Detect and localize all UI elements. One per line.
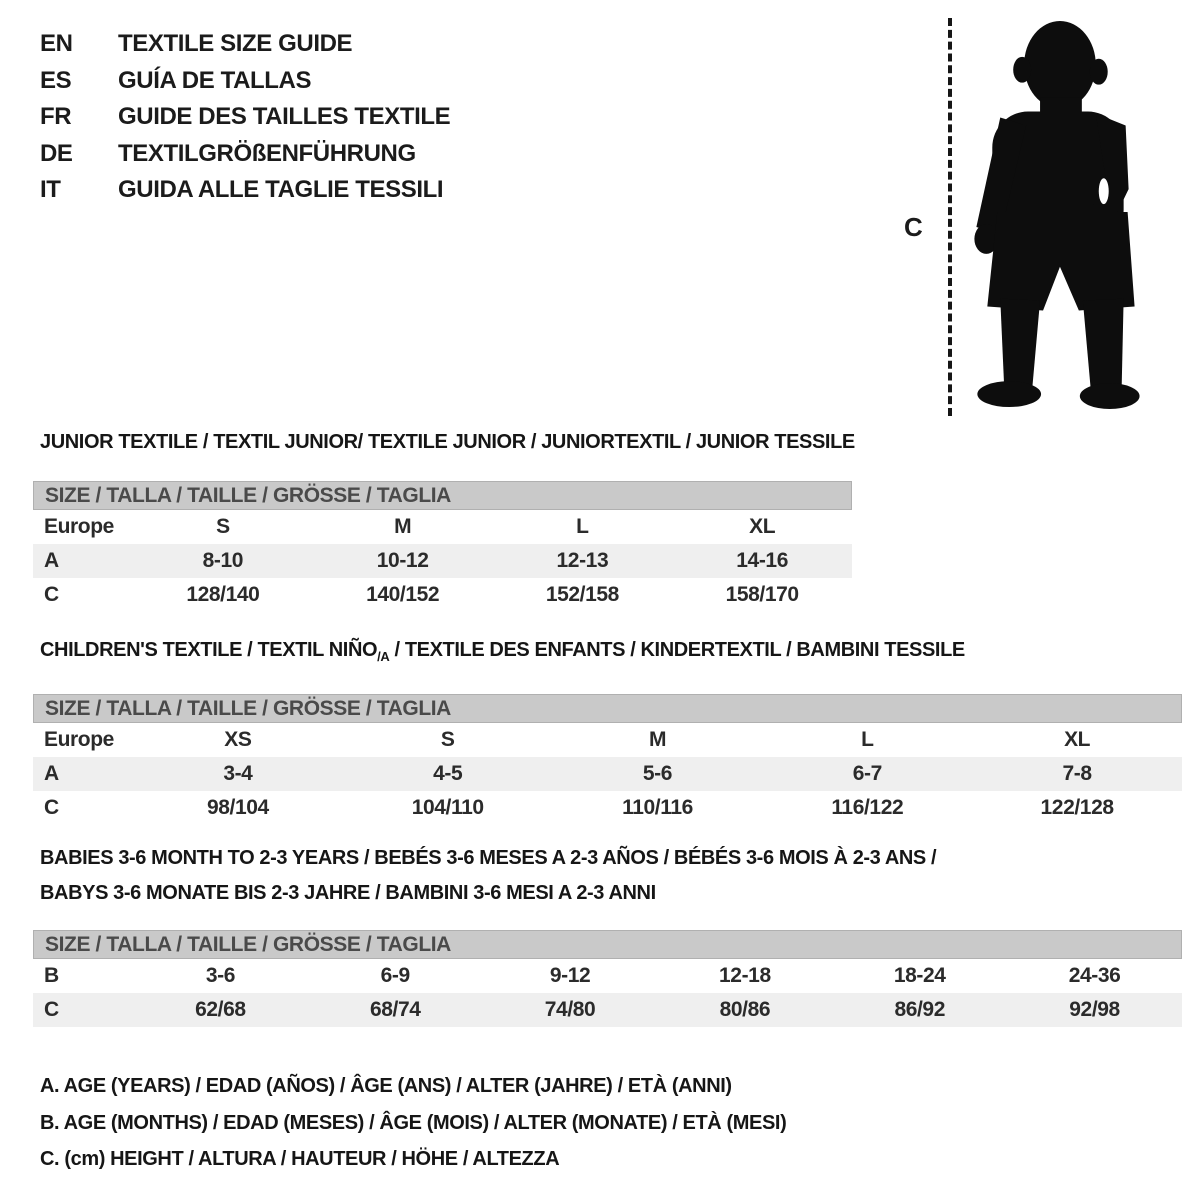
size-cell: L [576,515,589,538]
size-cell: XL [1064,728,1091,751]
table-row-height [33,791,1182,825]
size-cell: L [861,728,874,751]
months-cell: 24-36 [1068,964,1121,987]
age-cell: 7-8 [1062,762,1092,785]
age-cell: 12-13 [556,549,609,572]
table-row-height [33,578,852,612]
row-label: A [44,549,59,572]
language-code: ES [40,66,72,94]
table-row-age [33,544,852,578]
months-cell: 18-24 [893,964,946,987]
height-cell: 74/80 [544,998,596,1021]
height-cell: 62/68 [195,998,246,1021]
language-code: DE [40,139,73,167]
table-row-europe [33,510,852,544]
language-row-fr [40,99,450,136]
height-cell: 158/170 [725,583,799,606]
row-label: Europe [44,515,114,538]
height-cell: 140/152 [366,583,440,606]
size-cell: S [440,728,455,751]
size-cell: M [394,515,412,538]
children-title-post: / TEXTILE DES ENFANTS / KINDERTEXTIL / BAMBINI TESSILE [389,639,965,661]
size-header-bar: SIZE / TALLA / TAILLE / GRÖSSE / TAGLIA [33,694,1182,723]
months-cell: 3-6 [205,964,235,987]
age-cell: 8-10 [202,549,244,572]
language-row-en [40,26,450,63]
junior-section-title: JUNIOR TEXTILE / TEXTIL JUNIOR/ TEXTILE JUNIOR / JUNIORTEXTIL / JUNIOR TESSILE [40,431,855,453]
months-cell: 12-18 [719,964,771,987]
table-row-height [33,993,1182,1027]
language-title: GUIDE DES TAILLES TEXTILE [118,103,451,131]
language-row-es [40,63,450,100]
age-cell: 4-5 [433,762,463,785]
toddler-silhouette-icon [962,20,1140,418]
language-title-list [40,26,450,209]
height-cell: 122/128 [1040,796,1114,819]
size-cell: M [648,728,667,751]
junior-size-table [33,481,852,612]
height-cell: 104/110 [411,796,484,819]
height-cell: 98/104 [206,796,269,819]
children-title-pre: CHILDREN'S TEXTILE / TEXTIL NIÑO [40,639,378,661]
language-title: GUÍA DE TALLAS [118,66,312,94]
children-title-subscript: /A [377,649,390,664]
height-cell: 152/158 [545,583,619,606]
language-code: IT [40,176,61,204]
babies-size-table [33,930,1182,1027]
height-cell: 68/74 [369,998,421,1021]
language-code: FR [40,103,72,131]
language-title: GUIDA ALLE TAGLIE TESSILI [118,176,444,204]
height-cell: 92/98 [1069,998,1120,1021]
babies-title-line1: BABIES 3-6 MONTH TO 2-3 YEARS / BEBÉS 3-6 MESES A 2-3 AÑOS / BÉBÉS 3-6 MOIS À 2-3 ANS / [40,847,937,869]
size-cell: XS [224,728,252,751]
children-size-table [33,694,1182,825]
language-title: TEXTILGRÖßENFÜHRUNG [118,139,416,167]
size-header-bar: SIZE / TALLA / TAILLE / GRÖSSE / TAGLIA [33,481,852,510]
babies-title-line2: BABYS 3-6 MONATE BIS 2-3 JAHRE / BAMBINI 3-6 MESI A 2-3 ANNI [40,882,656,904]
height-cell: 86/92 [894,998,945,1021]
age-cell: 14-16 [736,549,788,572]
legend-line-b: B. AGE (MONTHS) / EDAD (MESES) / ÂGE (MOIS) / ALTER (MONATE) / ETÀ (MESI) [40,1111,787,1134]
table-row-europe [33,723,1182,757]
height-dashed-line [948,18,952,416]
row-label: C [44,796,59,819]
age-cell: 5-6 [642,762,673,785]
height-cell: 110/116 [622,796,693,819]
language-row-it [40,172,450,209]
row-label: Europe [44,728,114,751]
months-cell: 9-12 [549,964,591,987]
children-section-title [40,639,965,664]
legend-line-c: C. (cm) HEIGHT / ALTURA / HAUTEUR / HÖHE / ALTEZZA [40,1148,560,1171]
height-measure-label: C [904,212,923,242]
age-cell: 3-4 [223,762,253,785]
measure-legend [40,1068,786,1178]
row-label: A [44,762,59,785]
language-row-de [40,136,450,173]
babies-section-title [40,841,936,911]
height-cell: 116/122 [831,796,904,819]
size-header-bar: SIZE / TALLA / TAILLE / GRÖSSE / TAGLIA [33,930,1182,959]
table-row-age [33,757,1182,791]
months-cell: 6-9 [380,964,410,987]
legend-line-a: A. AGE (YEARS) / EDAD (AÑOS) / ÂGE (ANS) / ALTER (JAHRE) / ETÀ (ANNI) [40,1074,732,1097]
age-cell: 10-12 [376,549,429,572]
row-label: C [44,998,59,1021]
language-code: EN [40,30,73,58]
age-cell: 6-7 [852,762,882,785]
height-cell: 128/140 [186,583,260,606]
height-cell: 80/86 [719,998,771,1021]
size-cell: S [216,515,230,538]
language-title: TEXTILE SIZE GUIDE [118,30,353,58]
table-row-months [33,959,1182,993]
row-label: C [44,583,59,606]
row-label: B [44,964,59,987]
size-cell: XL [749,515,776,538]
